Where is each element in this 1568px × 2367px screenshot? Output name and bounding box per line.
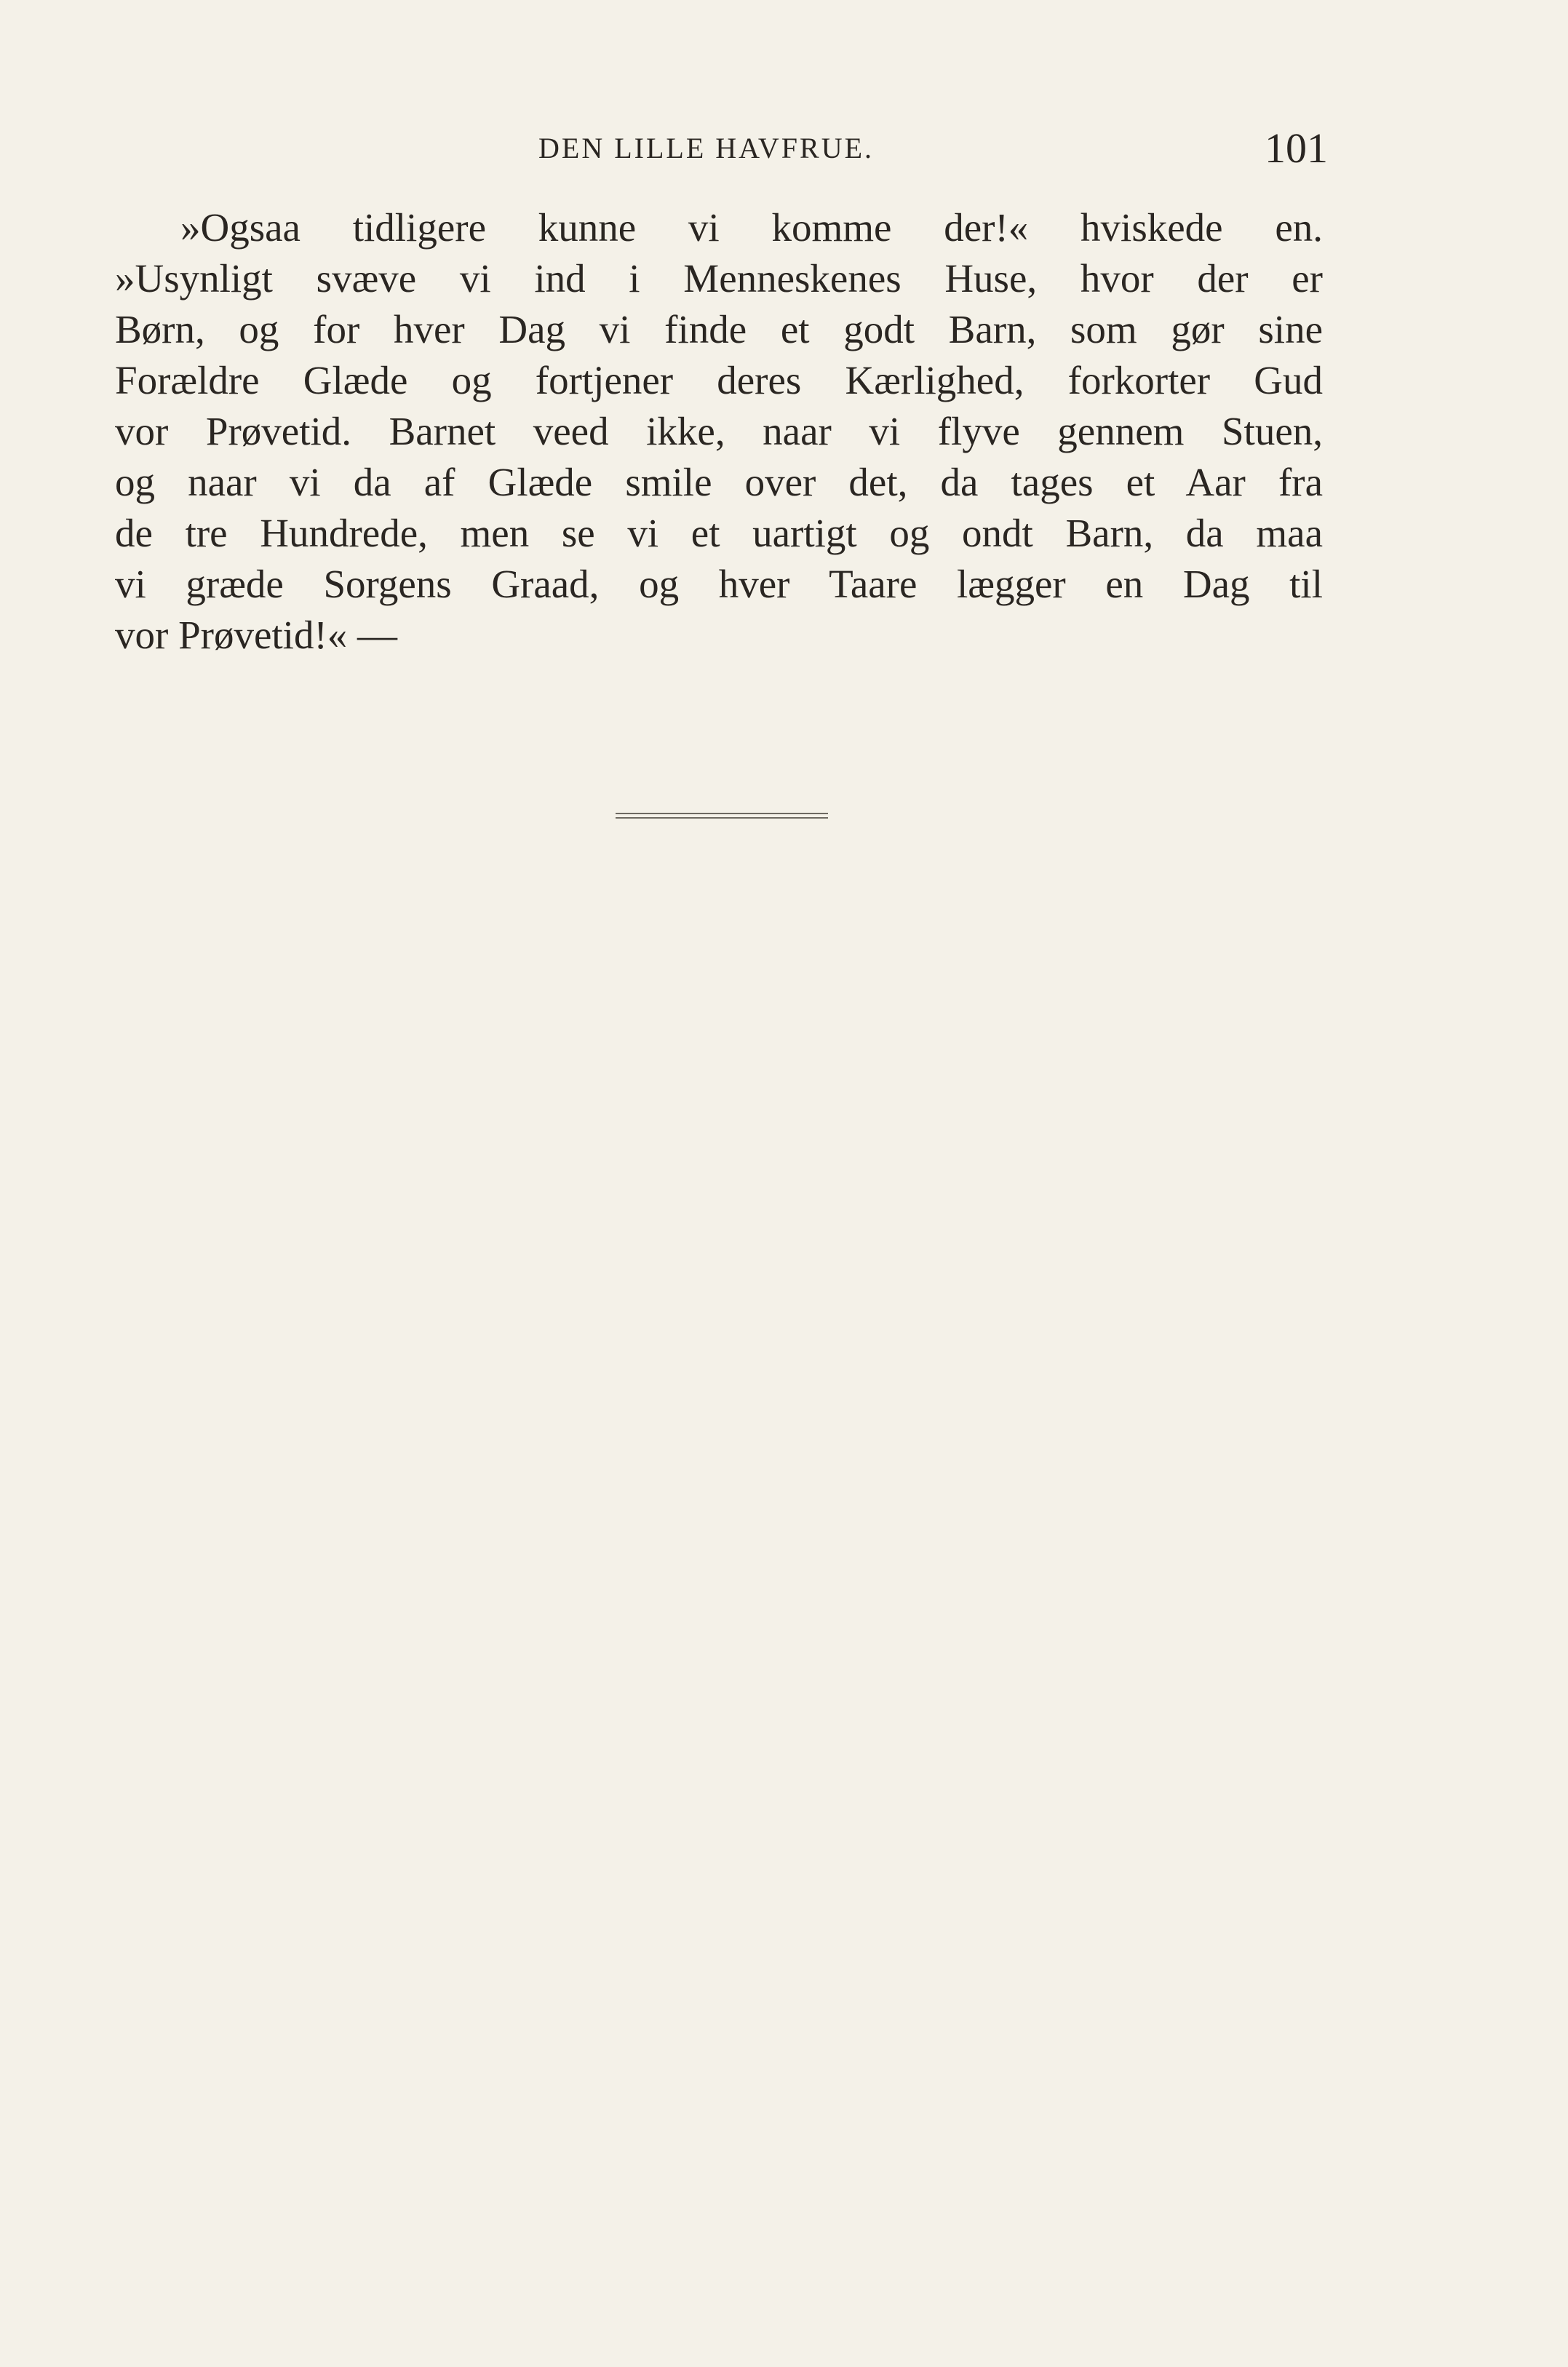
text-line: de tre Hundrede, men se vi et uartigt og ondt Barn, da maa	[115, 511, 1323, 555]
text-line: Børn, og for hver Dag vi finde et godt Barn, som gør sine	[115, 307, 1323, 351]
double-rule-icon	[616, 813, 828, 820]
text-line: »Ogsaa tidligere kunne vi komme der!« hviskede en.	[180, 205, 1323, 250]
text-line: Forældre Glæde og fortjener deres Kærlighed, forkorter Gud	[115, 358, 1323, 402]
running-title: DEN LILLE HAVFRUE.	[538, 132, 875, 164]
text-line: og naar vi da af Glæde smile over det, da tages et Aar fra	[115, 460, 1323, 504]
text-line: »Usynligt svæve vi ind i Menneskenes Huse, hvor der er	[115, 256, 1323, 301]
body-text	[115, 202, 1323, 661]
page-number: 101	[1265, 124, 1328, 172]
rule-line-bottom	[616, 817, 828, 819]
text-line: vi græde Sorgens Graad, og hver Taare lægger en Dag til	[115, 562, 1323, 606]
text-line: vor Prøvetid. Barnet veed ikke, naar vi flyve gennem Stuen,	[115, 409, 1323, 453]
text-line: vor Prøvetid!« —	[115, 613, 398, 657]
rule-line-top	[616, 813, 828, 814]
